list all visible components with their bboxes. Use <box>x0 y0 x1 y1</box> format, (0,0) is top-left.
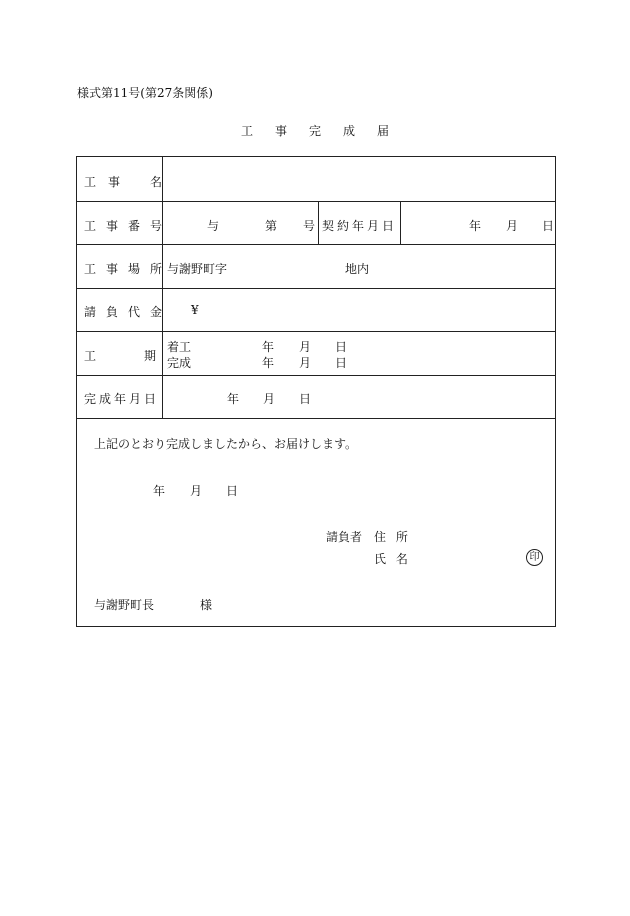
label-project-number <box>84 217 162 234</box>
currency-symbol: ¥ <box>191 303 199 317</box>
label-char: 日 <box>382 219 395 233</box>
start-day: 日 <box>335 340 348 354</box>
title-char: 工 <box>240 124 253 138</box>
row-divider <box>77 418 555 419</box>
column-divider <box>318 201 319 244</box>
submit-year: 年 <box>153 484 166 498</box>
end-year: 年 <box>262 356 275 370</box>
form-table <box>76 156 556 627</box>
completion-month: 月 <box>263 392 276 406</box>
label-char: 番 <box>128 219 141 233</box>
label-char: 工 <box>84 349 97 363</box>
addressee-honorific: 様 <box>200 598 213 612</box>
end-month: 月 <box>299 356 312 370</box>
label-char: 工 <box>84 175 97 189</box>
label-char: 負 <box>106 305 119 319</box>
label-char: 月 <box>367 219 380 233</box>
end-day: 日 <box>335 356 348 370</box>
row-divider <box>77 201 555 202</box>
label-char: 契 <box>322 219 335 233</box>
label-char: 完 <box>84 392 97 406</box>
label-char: 期 <box>144 349 157 363</box>
location-prefix: 与謝野町字 <box>167 262 228 276</box>
label-char: 場 <box>128 262 141 276</box>
label-char: 所 <box>150 262 163 276</box>
label-construction-period <box>84 347 156 364</box>
label-char: 事 <box>106 219 119 233</box>
label-contract-date <box>322 217 394 234</box>
declaration-text: 上記のとおり完成しましたから、お届けします。 <box>94 437 358 451</box>
label-project-location <box>84 260 162 277</box>
document-title <box>0 122 630 139</box>
seal-mark: 印 <box>526 549 543 566</box>
label-char: 事 <box>106 262 119 276</box>
label-char: 年 <box>114 392 127 406</box>
project-number-dai: 第 <box>265 219 278 233</box>
period-end-label: 完成 <box>167 356 192 370</box>
row-divider <box>77 288 555 289</box>
label-char: 約 <box>337 219 350 233</box>
label-char: 工 <box>84 262 97 276</box>
contract-year: 年 <box>469 219 482 233</box>
label-char: 事 <box>108 175 121 189</box>
label-char: 成 <box>99 392 112 406</box>
label-char: 請 <box>84 305 97 319</box>
label-char: 年 <box>352 219 365 233</box>
contract-month: 月 <box>506 219 519 233</box>
row-divider <box>77 331 555 332</box>
location-suffix: 地内 <box>345 262 370 276</box>
label-completion-date <box>84 390 156 407</box>
label-char: 金 <box>150 305 163 319</box>
label-char: 代 <box>128 305 141 319</box>
column-divider <box>162 157 163 418</box>
contractor-label: 請負者 <box>326 530 363 544</box>
label-char: 工 <box>84 219 97 233</box>
project-name-field[interactable] <box>167 165 547 193</box>
label-contract-amount <box>84 303 162 320</box>
addressee-name: 与謝野町長 <box>94 598 155 612</box>
title-char: 完 <box>308 124 321 138</box>
completion-year: 年 <box>227 392 240 406</box>
label-char: 名 <box>150 175 163 189</box>
form-number: 様式第11号(第27条関係) <box>77 86 213 100</box>
contractor-name-label: 氏 名 <box>374 552 411 566</box>
submit-month: 月 <box>190 484 203 498</box>
label-char: 月 <box>129 392 142 406</box>
contract-day: 日 <box>542 219 555 233</box>
start-month: 月 <box>299 340 312 354</box>
submit-day: 日 <box>226 484 239 498</box>
label-project-name <box>84 173 162 190</box>
column-divider <box>400 201 401 244</box>
project-number-prefix: 与 <box>207 219 220 233</box>
completion-day: 日 <box>299 392 312 406</box>
title-char: 事 <box>274 124 287 138</box>
row-divider <box>77 244 555 245</box>
row-divider <box>77 375 555 376</box>
label-char: 号 <box>150 219 163 233</box>
period-start-label: 着工 <box>167 340 192 354</box>
label-char: 日 <box>144 392 157 406</box>
project-number-go: 号 <box>303 219 316 233</box>
title-char: 成 <box>343 124 356 138</box>
start-year: 年 <box>262 340 275 354</box>
contractor-address-label: 住 所 <box>374 530 411 544</box>
title-char: 届 <box>377 124 390 138</box>
